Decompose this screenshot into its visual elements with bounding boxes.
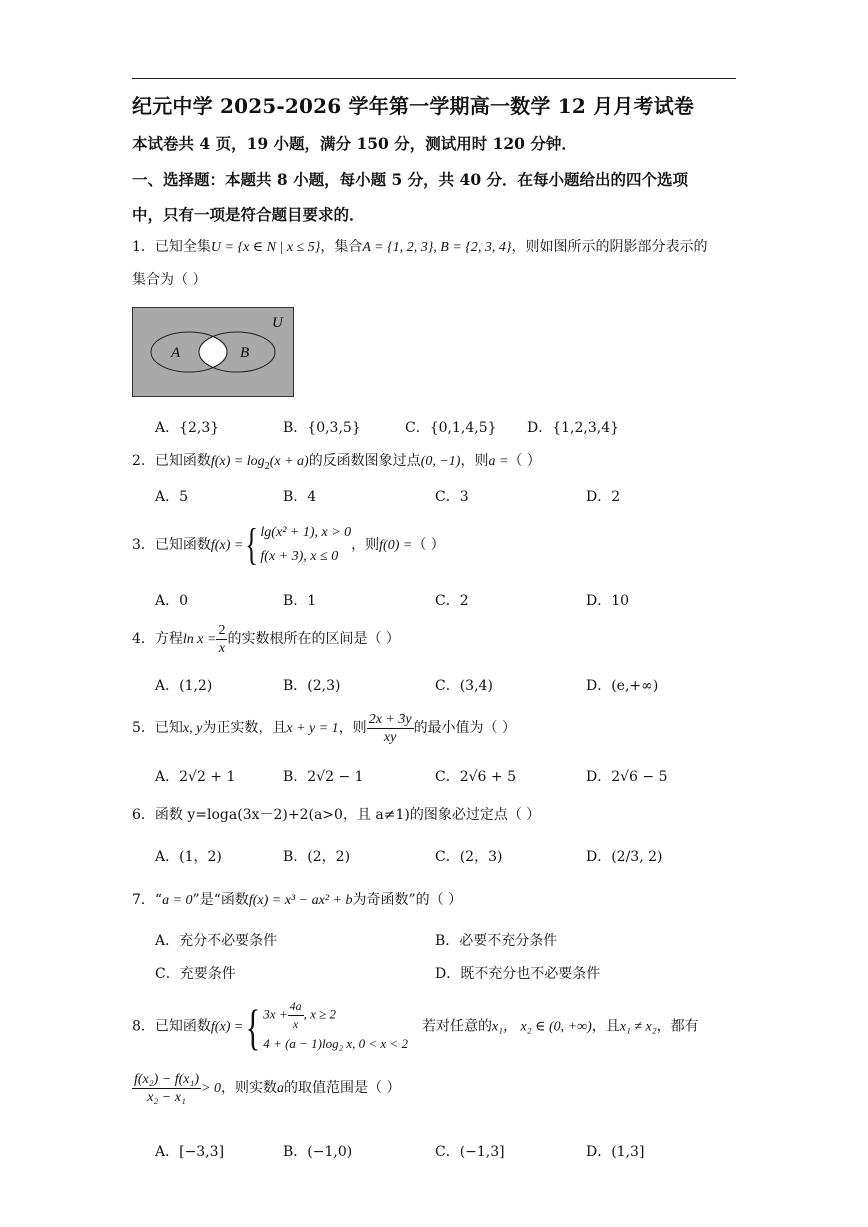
q7-option-c: C．充要条件 [155,966,236,982]
q1-option-c: C．{0,1,4,5} [405,420,497,436]
q3-option-a: A．0 [155,593,189,609]
question-number: 3． [132,537,155,553]
q5-option-c: C．2√6 + 5 [435,769,516,785]
q1-math-sets: A = {1, 2, 3}, B = {2, 3, 4} [362,240,512,255]
question-2: 2．已知函数$f(x) = \log_2(x + a)$的反函数图象过点(0, −1)，则a =（ ） [132,453,541,472]
q2-math-point: (0, −1) [420,454,461,469]
q5-fraction: $\frac{2x + 3y}{xy}$ [368,711,412,745]
q4-option-c: C．(3,4) [435,678,493,694]
q1-text: 已知全集 [154,239,211,255]
q4-option-a: A．(1,2) [155,678,213,694]
left-brace: { [246,998,261,1055]
q7-option-d: D．既不充分也不必要条件 [435,966,601,982]
q1-option-a: A．{2,3} [155,420,220,436]
exam-title: 纪元中学 2025-2026 学年第一学期高一数学 12 月月考试卷 [132,94,695,118]
venn-label-a: A [171,345,181,361]
question-number: 6． [132,807,155,823]
q1-option-d: D．{1,2,3,4} [527,420,620,436]
q8-option-b: B．(−1,0) [283,1144,353,1160]
q2-option-d: D．2 [586,489,621,505]
q1-math-universe: U = {x ∈ N | x ≤ 5} [210,240,321,255]
venn-label-b: B [240,345,250,361]
q1-text: ，则如图所示的阴影部分表示的 [511,239,708,255]
question-3: 3．已知函数f(x) ={ lg(x² + 1), x > 0 f(x + 3), x ≤ 0 ，则f(0) =（ ） [132,520,445,569]
q8-option-c: C．(−1,3] [435,1144,505,1160]
q3-option-b: B．1 [283,593,317,609]
q8-piecewise: 3x + $\frac{4a}{x}$ , x ≥ 2 4 + (a − 1)log₂ x, 0 < x < 2 [263,999,408,1051]
q3-option-d: D．10 [586,593,630,609]
q5-option-a: A．2√2 + 1 [155,769,236,785]
question-number: 2． [132,453,155,469]
q8-fraction: $\frac{\text{f(x₂) − f(x₁)}}{\text{x₂ − x₁}}$ [134,1071,200,1105]
question-1-line1 [132,236,707,259]
question-8-line1: 8．已知函数f(x) ={ 3x + $\frac{4a}{x}$ , x ≥ 2 4 + (a − 1)log₂ x, 0 < x < 2 若对任意的x₁， x₂ ∈ (0, +∞)，且x₁ ≠ x₂，都有 [132,998,699,1055]
question-number: 1． [132,239,155,255]
section-heading-line1: 一、选择题：本题共 8 小题，每小题 5 分，共 40 分．在每小题给出的四个选项 [132,170,689,189]
question-1-line2: 集合为（ ） [132,272,207,288]
q4-option-d: D．(e,+∞) [586,678,659,694]
question-4: 4．方程ln x = $\frac{2}{x}$ 的实数根所在的区间是（ ） [132,622,400,656]
q4-option-b: B．(2,3) [283,678,341,694]
q4-fraction: $\frac{2}{x}$ [218,622,226,656]
q7-option-a: A．充分不必要条件 [155,933,278,949]
question-number: 7． [132,892,155,908]
top-rule [132,78,736,79]
left-brace: { [245,520,259,569]
q6-option-a: A．(1，2) [155,849,222,865]
question-number: 4． [132,631,155,647]
question-5: 5．已知x, y为正实数，且x + y = 1，则 $\frac{2x + 3y}{xy}$ 的最小值为（ ） [132,711,517,745]
q5-option-b: B．2√2 − 1 [283,769,364,785]
question-6: 6．函数 y=loga(3x－2)+2(a>0，且 a≠1)的图象必过定点（ ） [132,807,541,823]
q8-option-d: D．(1,3] [586,1144,645,1160]
venn-diagram [132,307,294,397]
question-number: 8． [132,1018,155,1035]
q2-option-a: A．5 [155,489,189,505]
q3-option-c: C．2 [435,593,469,609]
q7-option-b: B．必要不充分条件 [435,933,558,949]
q1-text: ，集合 [320,239,363,255]
section-heading-line2: 中，只有一项是符合题目要求的． [132,205,365,224]
q6-option-b: B．(2，2) [283,849,351,865]
exam-info: 本试卷共 4 页，19 小题，满分 150 分，测试用时 120 分钟． [132,134,577,153]
q5-option-d: D．2√6 − 5 [586,769,668,785]
q6-option-d: D．(2/3, 2) [586,849,663,865]
q2-option-b: B．4 [283,489,317,505]
q3-piecewise: lg(x² + 1), x > 0 f(x + 3), x ≤ 0 [260,525,352,564]
question-8-line2: $\frac{\text{f(x₂) − f(x₁)}}{\text{x₂ − x₁}}$ > 0，则实数a的取值范围是（ ） [134,1071,401,1105]
question-number: 5． [132,720,155,736]
question-7: 7．“a = 0”是“函数f(x) = x³ − ax² + b为奇函数”的（ ） [132,892,463,908]
q3-math-func: f(x) = [210,538,244,553]
q6-option-c: C．(2，3) [435,849,503,865]
q2-math-func: f(x) = log [210,454,265,469]
q2-option-c: C．3 [435,489,469,505]
q1-option-b: B．{0,3,5} [283,420,361,436]
venn-label-u: U [272,315,283,331]
q8-option-a: A．[−3,3] [155,1144,225,1160]
